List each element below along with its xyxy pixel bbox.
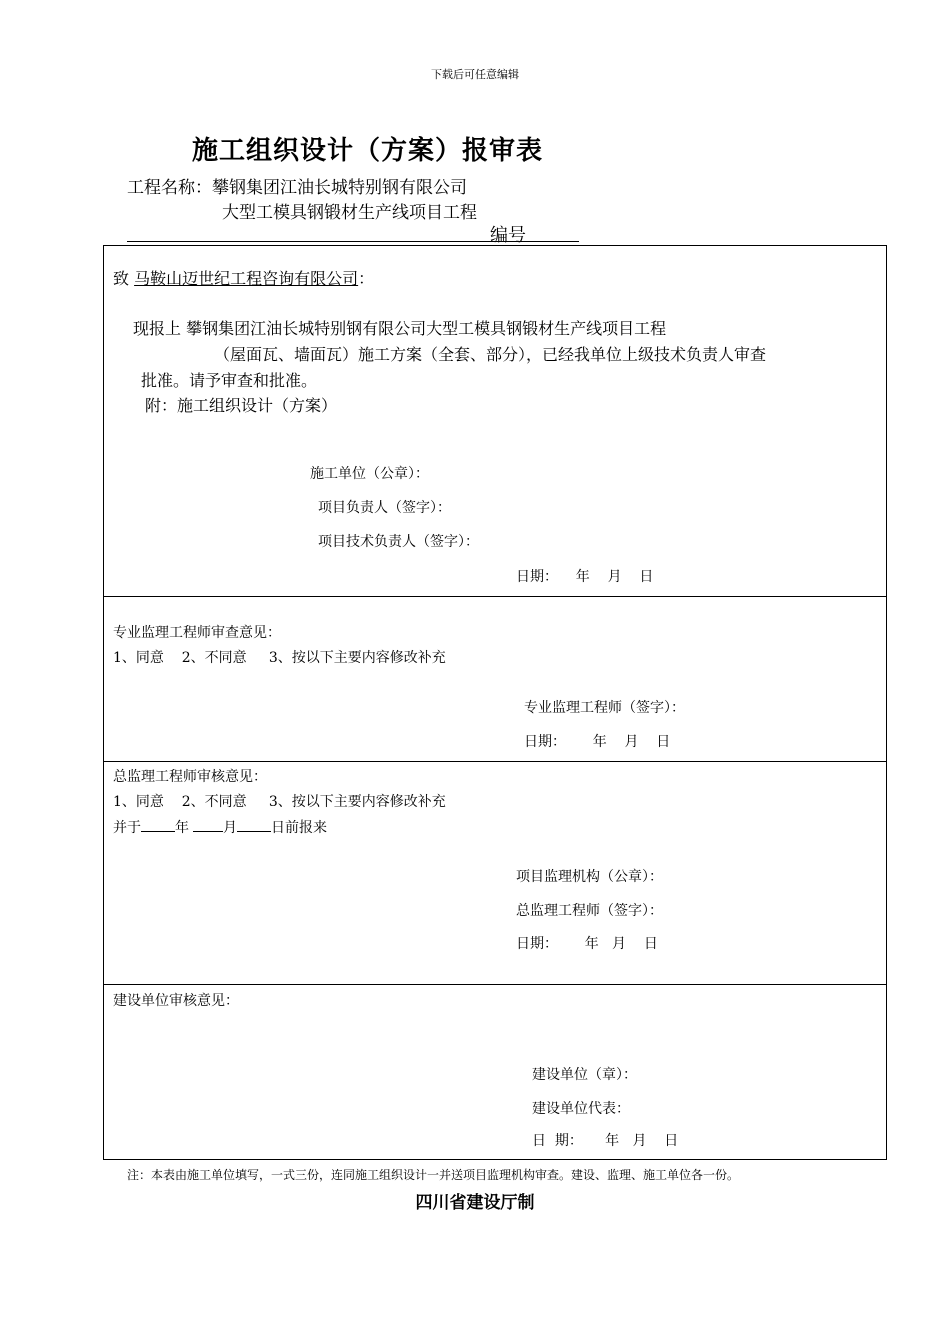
header-note: 下载后可任意编辑	[431, 68, 519, 81]
form-title: 施工组织设计（方案）报审表	[192, 136, 544, 166]
addressee-line	[113, 266, 374, 289]
owner-representative-label: 建设单位代表：	[532, 1101, 630, 1117]
deadline-year-label: 年	[175, 820, 189, 836]
chief-review-heading: 总监理工程师审核意见：	[113, 769, 267, 785]
owner-review-heading: 建设单位审核意见：	[113, 993, 239, 1009]
attachment-line: 附：施工组织设计（方案）	[145, 396, 338, 415]
issuer-footer: 四川省建设厅制	[415, 1193, 535, 1213]
deadline-month-label: 月	[223, 820, 237, 836]
chief-signature-label: 总监理工程师（签字）：	[516, 903, 663, 919]
deadline-year-blank[interactable]	[141, 817, 175, 832]
addressee-suffix: ：	[358, 269, 375, 288]
project-label: 工程名称：	[127, 178, 212, 198]
specialist-review-date: 日期： 年 月 日	[524, 734, 671, 750]
project-name-line1	[127, 173, 467, 198]
specialist-review-options: 1、同意 2、不同意 3、按以下主要内容修改补充	[113, 650, 446, 666]
section-divider-1	[103, 596, 887, 597]
chief-review-options: 1、同意 2、不同意 3、按以下主要内容修改补充	[113, 794, 446, 810]
deadline-suffix: 日前报来	[271, 820, 327, 836]
chief-review-date: 日期： 年 月 日	[516, 936, 658, 952]
section-divider-2	[103, 761, 887, 762]
project-name-first: 攀钢集团江油长城特别钢有限公司	[212, 178, 467, 198]
owner-seal-label: 建设单位（章）：	[532, 1067, 637, 1083]
submission-line-1: 现报上 攀钢集团江油长城特别钢有限公司大型工模具钢锻材生产线项目工程	[133, 319, 667, 338]
project-manager-signature-label: 项目负责人（签字）：	[318, 500, 451, 516]
project-name-second: 大型工模具钢锻材生产线项目工程	[222, 203, 477, 223]
submission-date: 日期： 年 月 日	[516, 569, 654, 585]
submission-line-2: （屋面瓦、墙面瓦）施工方案（全套、部分），已经我单位上级技术负责人审查	[214, 345, 767, 364]
addressee-prefix: 致	[113, 269, 135, 288]
deadline-prefix: 并于	[113, 820, 141, 836]
submission-line-3: 批准。请予审查和批准。	[141, 371, 318, 390]
deadline-day-blank[interactable]	[237, 817, 271, 832]
tech-manager-signature-label: 项目技术负责人（签字）：	[318, 534, 479, 550]
section-divider-3	[103, 984, 887, 985]
form-footnote: 注：本表由施工单位填写，一式三份，连同施工组织设计一并送项目监理机构审查。建设、监理、施工单位各一份。	[127, 1168, 740, 1182]
supervision-org-seal-label: 项目监理机构（公章）：	[516, 869, 663, 885]
number-label: 编号	[490, 225, 526, 246]
number-underline	[127, 241, 579, 242]
addressee-company: 马鞍山迈世纪工程咨询有限公司	[134, 269, 359, 288]
specialist-review-heading: 专业监理工程师审查意见：	[113, 625, 281, 641]
owner-review-date: 日 期： 年 月 日	[532, 1133, 679, 1149]
contractor-seal-label: 施工单位（公章）：	[310, 466, 429, 482]
specialist-signature-label: 专业监理工程师（签字）：	[524, 700, 685, 716]
deadline-month-blank[interactable]	[193, 817, 223, 832]
resubmit-deadline	[113, 817, 327, 837]
